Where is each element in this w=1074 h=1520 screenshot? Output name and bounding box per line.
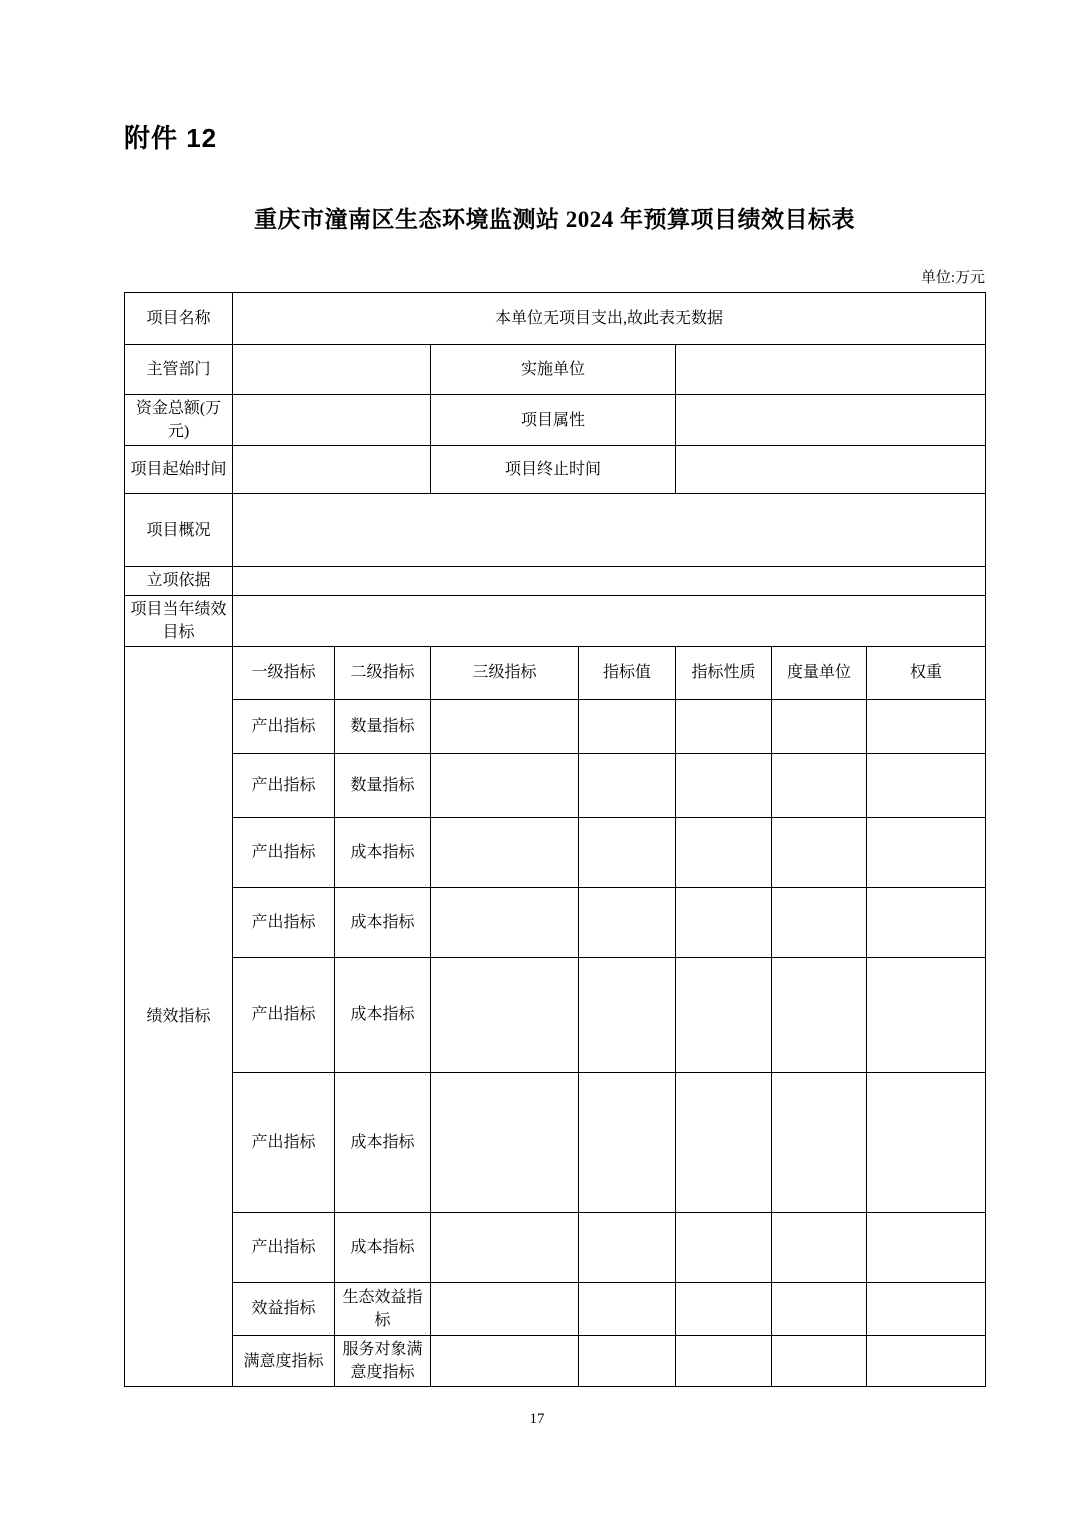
indicator-header-unit: 度量单位 [772, 646, 867, 699]
project-name-value: 本单位无项目支出,故此表无数据 [233, 293, 986, 345]
indicator-level1: 产出指标 [233, 817, 335, 887]
indicator-header-weight: 权重 [867, 646, 986, 699]
indicator-unit-cell [772, 887, 867, 957]
indicator-nature-cell [676, 957, 772, 1072]
indicator-level1: 产出指标 [233, 699, 335, 753]
indicator-level2: 成本指标 [335, 1072, 431, 1212]
indicator-value-cell [579, 1335, 676, 1386]
start-time-label: 项目起始时间 [125, 446, 233, 494]
indicator-level3-cell [431, 817, 579, 887]
indicator-unit-cell [772, 1072, 867, 1212]
end-time-value [676, 446, 986, 494]
indicator-weight-cell [867, 1072, 986, 1212]
indicator-unit-cell [772, 753, 867, 817]
basis-value [233, 567, 986, 595]
indicator-nature-cell [676, 1335, 772, 1386]
indicator-level3-cell [431, 1335, 579, 1386]
indicator-value-cell [579, 1282, 676, 1335]
annual-target-value [233, 595, 986, 646]
indicator-value-cell [579, 887, 676, 957]
indicator-level1: 满意度指标 [233, 1335, 335, 1386]
indicator-level3-cell [431, 753, 579, 817]
indicator-header-level3: 三级指标 [431, 646, 579, 699]
overview-label: 项目概况 [125, 494, 233, 567]
page-number: 17 [529, 1411, 545, 1427]
table-row [125, 1335, 986, 1386]
performance-label: 绩效指标 [125, 646, 233, 1386]
annual-target-label: 项目当年绩效目标 [125, 595, 233, 646]
indicator-value-cell [579, 957, 676, 1072]
indicator-nature-cell [676, 1072, 772, 1212]
dept-value [233, 345, 431, 395]
indicator-weight-cell [867, 1282, 986, 1335]
indicator-weight-cell [867, 1212, 986, 1282]
indicator-header-value: 指标值 [579, 646, 676, 699]
indicator-unit-cell [772, 1335, 867, 1386]
indicator-weight-cell [867, 817, 986, 887]
indicator-weight-cell [867, 957, 986, 1072]
indicator-level2: 数量指标 [335, 699, 431, 753]
indicator-level1: 产出指标 [233, 887, 335, 957]
indicator-header-level1: 一级指标 [233, 646, 335, 699]
indicator-level1: 产出指标 [233, 753, 335, 817]
indicator-level3-cell [431, 1282, 579, 1335]
project-name-label: 项目名称 [125, 293, 233, 345]
indicator-level2: 成本指标 [335, 817, 431, 887]
total-fund-value [233, 395, 431, 446]
indicator-level3-cell [431, 1212, 579, 1282]
indicator-weight-cell [867, 1335, 986, 1386]
indicator-level2: 成本指标 [335, 887, 431, 957]
table-row [125, 1282, 986, 1335]
table-row [125, 1212, 986, 1282]
basis-label: 立项依据 [125, 567, 233, 595]
indicator-unit-cell [772, 1282, 867, 1335]
indicator-weight-cell [867, 887, 986, 957]
performance-target-table [124, 292, 986, 1387]
indicator-level2: 成本指标 [335, 1212, 431, 1282]
indicator-level3-cell [431, 1072, 579, 1212]
table-row [125, 957, 986, 1072]
indicator-header-level2: 二级指标 [335, 646, 431, 699]
indicator-nature-cell [676, 887, 772, 957]
indicator-unit-cell [772, 957, 867, 1072]
indicator-nature-cell [676, 699, 772, 753]
impl-unit-value [676, 345, 986, 395]
indicator-level2: 数量指标 [335, 753, 431, 817]
indicator-weight-cell [867, 753, 986, 817]
unit-note: 单位:万元 [920, 270, 985, 286]
indicator-level1: 产出指标 [233, 1072, 335, 1212]
indicator-level1: 效益指标 [233, 1282, 335, 1335]
attachment-label: 附件 12 [124, 123, 218, 153]
indicator-level1: 产出指标 [233, 957, 335, 1072]
total-fund-label: 资金总额(万元) [125, 395, 233, 446]
dept-label: 主管部门 [125, 345, 233, 395]
indicator-level3-cell [431, 887, 579, 957]
impl-unit-label: 实施单位 [431, 345, 676, 395]
indicator-level2: 成本指标 [335, 957, 431, 1072]
table-row [125, 1072, 986, 1212]
indicator-level2: 服务对象满意度指标 [335, 1335, 431, 1386]
indicator-value-cell [579, 753, 676, 817]
indicator-level3-cell [431, 957, 579, 1072]
indicator-unit-cell [772, 1212, 867, 1282]
indicator-level3-cell [431, 699, 579, 753]
indicator-unit-cell [772, 699, 867, 753]
indicator-level1: 产出指标 [233, 1212, 335, 1282]
indicator-value-cell [579, 817, 676, 887]
indicator-nature-cell [676, 1212, 772, 1282]
table-row [125, 753, 986, 817]
indicator-nature-cell [676, 817, 772, 887]
indicator-value-cell [579, 1212, 676, 1282]
indicator-unit-cell [772, 817, 867, 887]
indicator-weight-cell [867, 699, 986, 753]
indicator-nature-cell [676, 753, 772, 817]
table-row [125, 887, 986, 957]
project-attr-value [676, 395, 986, 446]
start-time-value [233, 446, 431, 494]
overview-value [233, 494, 986, 567]
indicator-value-cell [579, 1072, 676, 1212]
indicator-header-nature: 指标性质 [676, 646, 772, 699]
end-time-label: 项目终止时间 [431, 446, 676, 494]
project-attr-label: 项目属性 [431, 395, 676, 446]
page-title: 重庆市潼南区生态环境监测站 2024 年预算项目绩效目标表 [254, 207, 855, 232]
indicator-nature-cell [676, 1282, 772, 1335]
indicator-value-cell [579, 699, 676, 753]
table-row [125, 817, 986, 887]
indicator-level2: 生态效益指标 [335, 1282, 431, 1335]
table-row [125, 699, 986, 753]
